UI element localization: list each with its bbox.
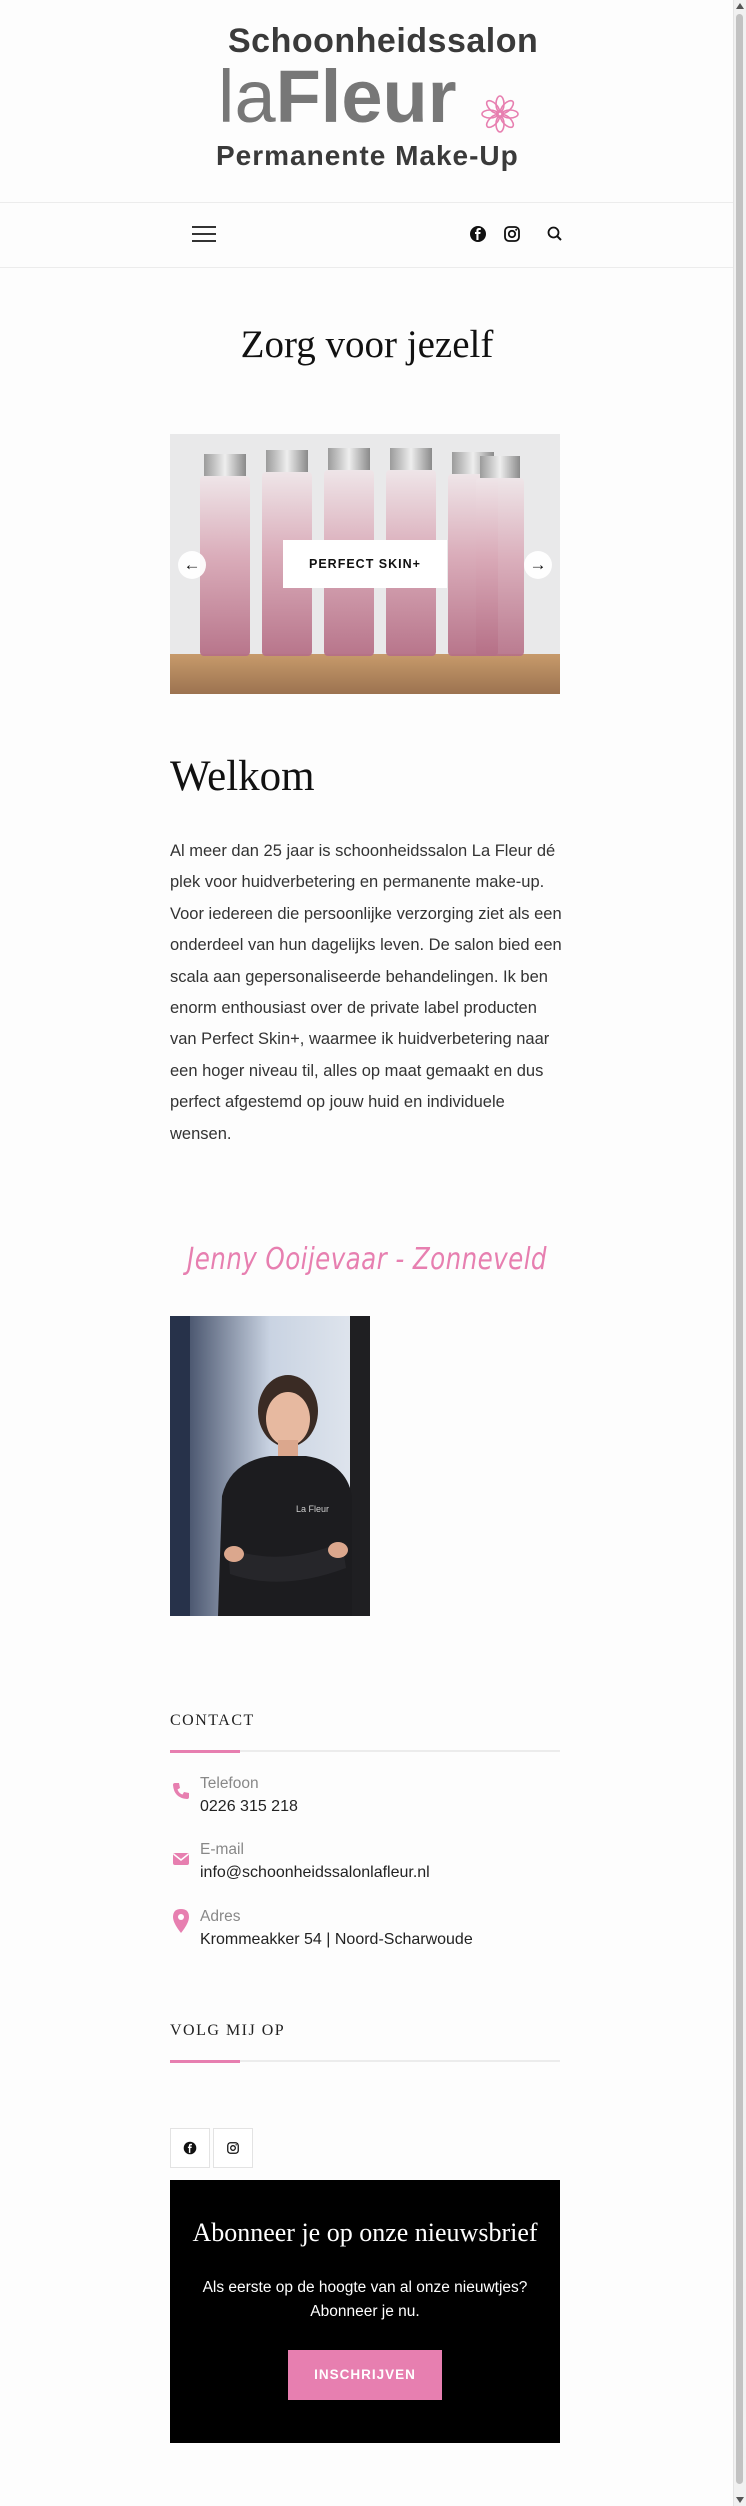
slider-prev-button[interactable]: ← [178, 551, 206, 579]
envelope-icon [170, 1848, 192, 1870]
product-slider[interactable] [170, 434, 560, 694]
owner-signature: Jenny Ooijevaar - Zonneveld [187, 1242, 547, 1277]
scrollbar-thumb[interactable] [736, 14, 743, 2484]
newsletter-heading: Abonneer je op onze nieuwsbrief [192, 2218, 538, 2247]
contact-title: CONTACT [170, 1712, 255, 1729]
flower-icon [480, 94, 520, 134]
email-label: E-mail [200, 1841, 244, 1858]
follow-title: VOLG MIJ OP [170, 2022, 286, 2039]
logo-fleur: Fleur [275, 55, 457, 138]
phone-icon [170, 1780, 192, 1802]
instagram-icon[interactable] [502, 224, 522, 244]
contact-title-underline [170, 1750, 560, 1752]
search-icon[interactable] [545, 224, 565, 244]
phone-label: Telefoon [200, 1775, 259, 1792]
instagram-link[interactable] [213, 2128, 253, 2168]
facebook-icon[interactable] [468, 224, 488, 244]
follow-title-underline [170, 2060, 560, 2062]
newsletter-box [170, 2180, 560, 2443]
facebook-link[interactable] [170, 2128, 210, 2168]
facebook-icon [183, 2141, 197, 2155]
instagram-icon [226, 2141, 240, 2155]
address-label: Adres [200, 1908, 241, 1925]
scroll-down-icon[interactable] [736, 2497, 744, 2503]
welcome-text: Al meer dan 25 jaar is schoonheidssalon La Fleur dé plek voor huidverbetering en permanente make-up. Voor iedereen die persoonlijke verzorging ziet als een onderdeel van hun dagelijks leven. De salon bied een scala aan gepersonaliseerde behandelingen. Ik ben enorm enthousiast over de private label producten van Perfect Skin+, waarmee ik huidverbetering naar een hoger niveau til, alles op maat gemaakt en dus perfect afgestemd op jouw huid en individuele wensen. [170, 842, 562, 1143]
nav-divider [0, 267, 734, 268]
logo-line1: Schoonheidssalon [228, 22, 539, 60]
header-divider [0, 202, 734, 203]
slide-cta-button[interactable]: PERFECT SKIN+ [283, 540, 447, 588]
scroll-up-icon[interactable] [736, 3, 744, 9]
subscribe-button[interactable]: INSCHRIJVEN [288, 2350, 442, 2400]
page-title: Zorg voor jezelf [240, 323, 494, 366]
location-pin-icon [170, 1908, 192, 1934]
owner-portrait [170, 1316, 370, 1616]
slider-next-button[interactable]: → [524, 551, 552, 579]
menu-icon[interactable] [190, 222, 218, 246]
vertical-scrollbar[interactable] [733, 0, 746, 2506]
phone-value[interactable]: 0226 315 218 [200, 1798, 298, 1815]
logo-line3: Permanente Make-Up [216, 140, 519, 171]
email-value[interactable]: info@schoonheidssalonlafleur.nl [200, 1864, 430, 1881]
logo-la: la [218, 55, 276, 138]
address-value: Krommeakker 54 | Noord-Scharwoude [200, 1931, 473, 1948]
welcome-heading: Welkom [170, 753, 315, 800]
site-logo[interactable] [210, 22, 539, 177]
newsletter-text: Als eerste op de hoogte van al onze nieuwtjes? Abonneer je nu. [202, 2279, 528, 2320]
svg-text:La Fleur: La Fleur [296, 1504, 330, 1514]
logo-wordmark [218, 55, 457, 138]
